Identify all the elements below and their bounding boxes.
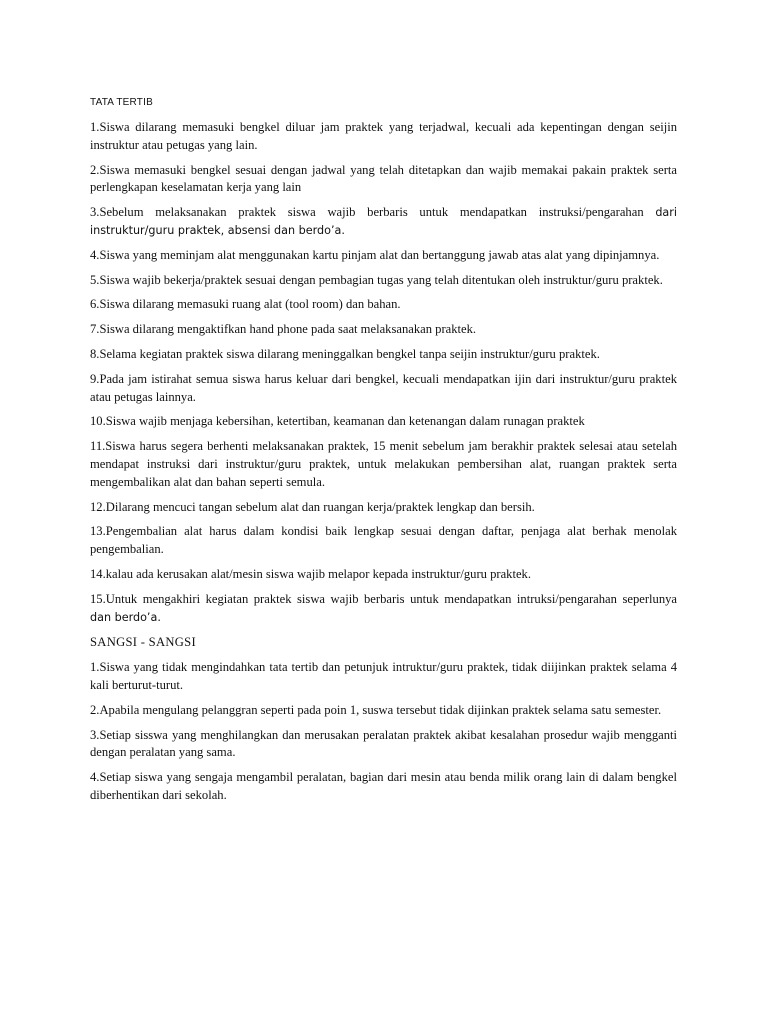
rule-item <box>90 162 677 198</box>
sanction-item <box>90 659 677 695</box>
sanctions-list <box>90 659 677 805</box>
sanction-item <box>90 702 677 720</box>
rule-item <box>90 591 677 627</box>
rule-item <box>90 438 677 491</box>
sanction-item <box>90 769 677 805</box>
sanction-item <box>90 727 677 763</box>
rule-item-text: 3.Sebelum melaksanakan praktek siswa wajib berbaris untuk mendapatkan instruksi/pengarahan <box>90 205 656 220</box>
rule-item <box>90 119 677 155</box>
rule-item-text: 13.Pengembalian alat harus dalam kondisi baik lengkap sesuai dengan daftar, penjaga alat berhak menolak pengembalian. <box>90 524 677 557</box>
rule-item <box>90 321 677 339</box>
rules-list <box>90 119 677 626</box>
rule-item-text: 1.Siswa dilarang memasuki bengkel diluar jam praktek yang terjadwal, kecuali ada kepentingan dengan seijin instruktur atau petugas yang lain. <box>90 120 677 152</box>
rule-item-text: 12.Dilarang mencuci tangan sebelum alat dan ruangan kerja/praktek lengkap dan bersih. <box>90 499 535 514</box>
rule-item-text: 7.Siswa dilarang mengaktifkan hand phone pada saat melaksanakan praktek. <box>90 322 477 337</box>
rule-item <box>90 296 677 314</box>
rule-item-text: 11.Siswa harus segera berhenti melaksanakan praktek, 15 menit sebelum jam berakhir praktek selesai atau setelah mendapat instruksi dari instruktur/guru praktek, untuk melakukan pembersihan alat, ruangan praktek serta mengembalikan alat dan bahan seperti semula. <box>90 439 677 489</box>
sanction-item-text: 3.Setiap sisswa yang menghilangkan dan merusakan peralatan praktek akibat kesalahan prosedur wajib mengganti dengan peralatan yang sama. <box>90 727 677 760</box>
rule-item <box>90 566 677 584</box>
rule-item-text: 2.Siswa memasuki bengkel sesuai dengan jadwal yang telah ditetapkan dan wajib memakai pakain praktek serta perlengkapan keselamatan kerja yang lain <box>90 162 677 195</box>
rule-item <box>90 346 677 364</box>
rule-item-text: 10.Siswa wajib menjaga kebersihan, ketertiban, keamanan dan ketenangan dalam runagan praktek <box>90 414 585 429</box>
sanction-item-text: 4.Setiap siswa yang sengaja mengambil peralatan, bagian dari mesin atau benda milik orang lain di dalam bengkel diberhentikan dari sekolah. <box>90 770 677 802</box>
rule-item-text: 9.Pada jam istirahat semua siswa harus keluar dari bengkel, kecuali mendapatkan ijin dari instruktur/guru praktek atau petugas lainnya. <box>90 371 677 404</box>
rule-item-text: 4.Siswa yang meminjam alat menggunakan kartu pinjam alat dan bertanggung jawab atas alat yang dipinjamnya. <box>90 247 660 262</box>
rule-item <box>90 499 677 517</box>
rule-item-tail-text: dan berdo’a. <box>90 610 161 624</box>
sanction-item-text: 1.Siswa yang tidak mengindahkan tata tertib dan petunjuk intruktur/guru praktek, tidak diijinkan praktek selama 4 kali berturut-turut. <box>90 660 677 692</box>
rule-item-text: 6.Siswa dilarang memasuki ruang alat (tool room) dan bahan. <box>90 297 401 312</box>
rule-item-text: 15.Untuk mengakhiri kegiatan praktek siswa wajib berbaris untuk mendapatkan intruksi/pengarahan seperlunya <box>90 591 677 606</box>
rule-item <box>90 371 677 407</box>
rule-item <box>90 247 677 265</box>
rule-item <box>90 523 677 559</box>
sanctions-title: SANGSI - SANGSI <box>90 635 196 650</box>
rule-item <box>90 413 677 431</box>
sanction-item-text: 2.Apabila mengulang pelanggran seperti pada poin 1, suswa tersebut tidak dijinkan praktek selama satu semester. <box>90 702 662 717</box>
document-page <box>90 96 677 812</box>
rule-item <box>90 204 677 240</box>
rule-item <box>90 272 677 290</box>
rule-item-text: 8.Selama kegiatan praktek siswa dilarang meninggalkan bengkel tanpa seijin instruktur/guru praktek. <box>90 346 600 361</box>
rule-item-text: 5.Siswa wajib bekerja/praktek sesuai dengan pembagian tugas yang telah ditentukan oleh instruktur/guru praktek. <box>90 272 663 287</box>
rule-item-text: 14.kalau ada kerusakan alat/mesin siswa wajib melapor kepada instruktur/guru praktek. <box>90 566 531 581</box>
rule-item-tail-text: dari instruktur/guru praktek, absensi dan berdo’a. <box>90 206 677 237</box>
document-title: TATA TERTIB <box>90 97 153 108</box>
